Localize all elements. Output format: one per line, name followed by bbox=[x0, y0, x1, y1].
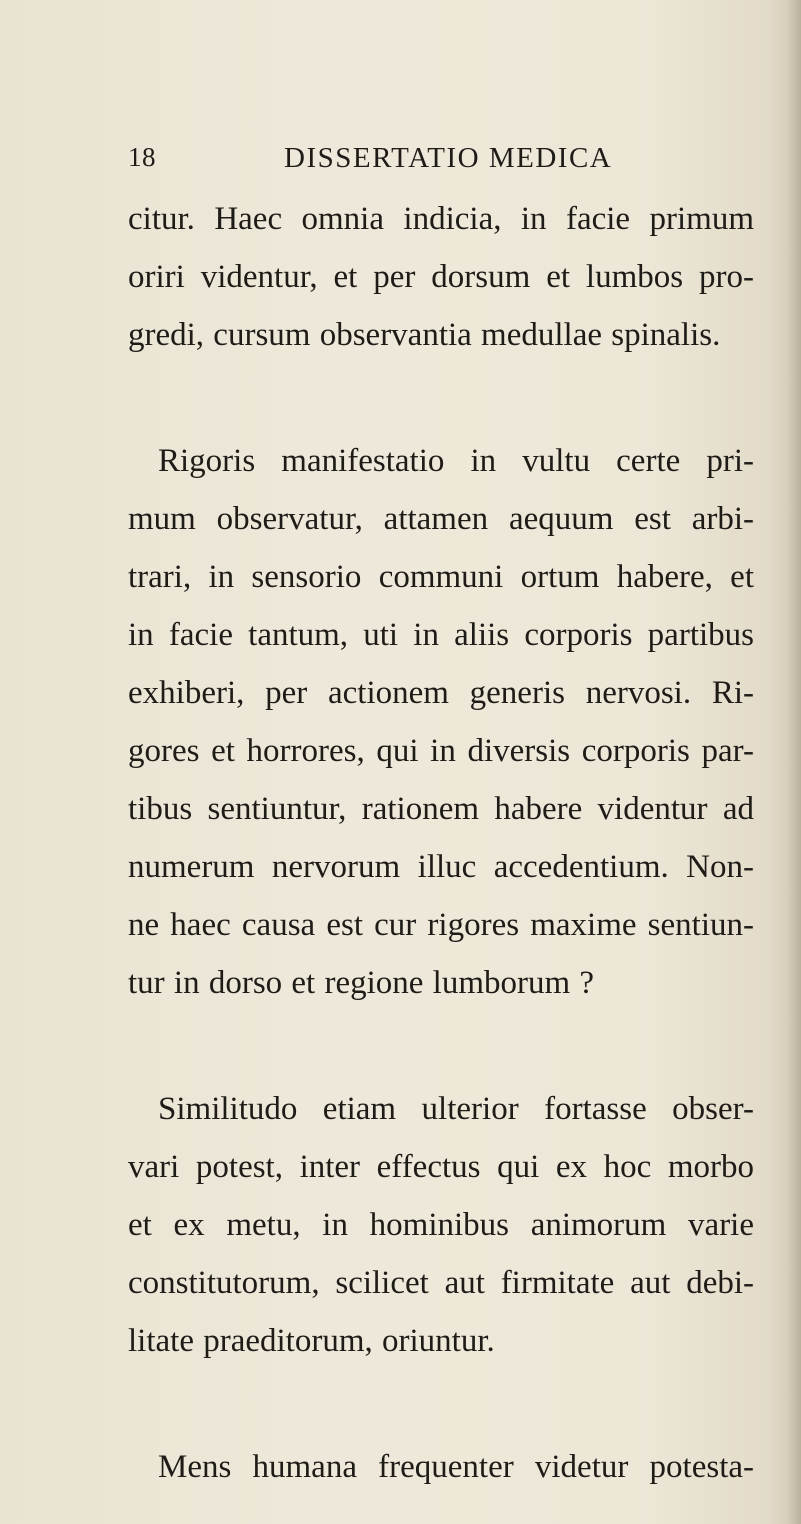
paragraph-1 bbox=[128, 190, 754, 364]
text-line: gredi, cursum observantia medullae spinalis. bbox=[128, 317, 721, 353]
text-line: mum observatur, attamen aequum est arbi- bbox=[128, 501, 754, 537]
page-number: 18 bbox=[128, 142, 156, 172]
paragraph-gap bbox=[128, 1012, 754, 1080]
text-line: vari potest, inter effectus qui ex hoc morbo bbox=[128, 1149, 754, 1185]
page-header bbox=[0, 142, 801, 182]
text-line: Similitudo etiam ulterior fortasse obser- bbox=[158, 1091, 754, 1127]
text-line: exhiberi, per actionem generis nervosi. Ri- bbox=[128, 675, 754, 711]
text-line: in facie tantum, uti in aliis corporis partibus bbox=[128, 617, 754, 653]
text-line: Rigoris manifestatio in vultu certe pri- bbox=[158, 443, 754, 479]
text-line: et ex metu, in hominibus animorum varie bbox=[128, 1207, 754, 1243]
text-line: oriri videntur, et per dorsum et lumbos pro- bbox=[128, 259, 754, 295]
text-line: constitutorum, scilicet aut firmitate aut debi- bbox=[128, 1265, 754, 1301]
running-head: DISSERTATIO MEDICA bbox=[284, 142, 613, 174]
paragraph-gap bbox=[128, 1370, 754, 1438]
body-text bbox=[128, 190, 754, 1496]
text-line: tibus sentiuntur, rationem habere videntur ad bbox=[128, 791, 754, 827]
text-line: Mens humana frequenter videtur potesta- bbox=[158, 1449, 754, 1485]
text-line: citur. Haec omnia indicia, in facie primum bbox=[128, 201, 754, 237]
text-line: ne haec causa est cur rigores maxime sentiun- bbox=[128, 907, 754, 943]
paragraph-4 bbox=[128, 1438, 754, 1496]
text-line: numerum nervorum illuc accedentium. Non- bbox=[128, 849, 754, 885]
text-line: trari, in sensorio communi ortum habere, et bbox=[128, 559, 754, 595]
paragraph-gap bbox=[128, 364, 754, 432]
paragraph-2 bbox=[128, 432, 754, 1012]
text-line: litate praeditorum, oriuntur. bbox=[128, 1323, 495, 1359]
text-line: gores et horrores, qui in diversis corporis par- bbox=[128, 733, 754, 769]
text-line: tur in dorso et regione lumborum ? bbox=[128, 965, 595, 1001]
page-edge-shadow bbox=[787, 0, 801, 1524]
paragraph-3 bbox=[128, 1080, 754, 1370]
